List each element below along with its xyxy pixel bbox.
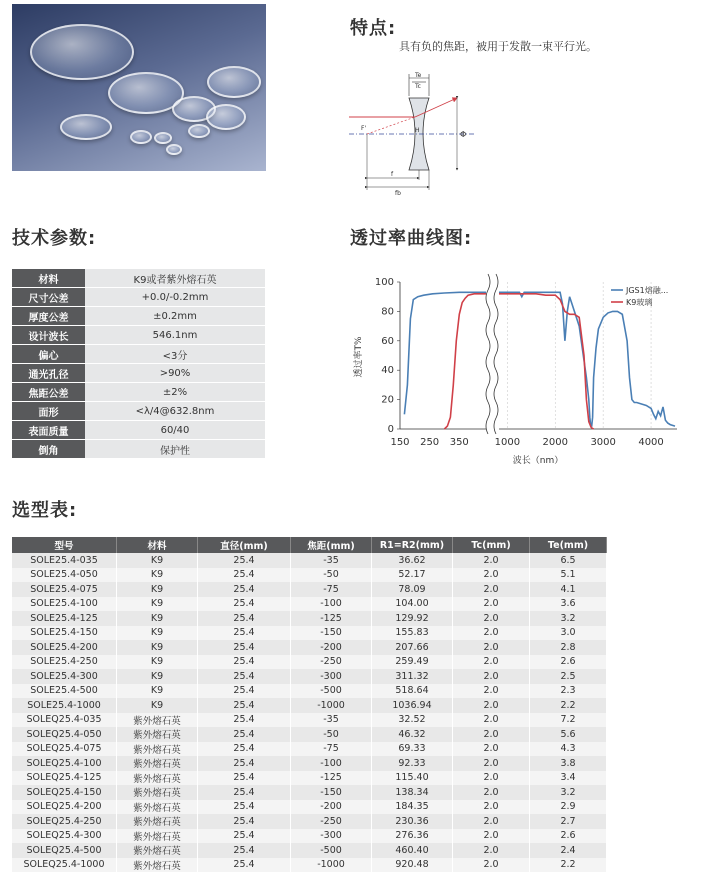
- table-cell: 4.3: [530, 742, 607, 757]
- table-cell: 129.92: [372, 611, 453, 626]
- table-row: [12, 553, 607, 568]
- table-cell: K9: [117, 640, 198, 655]
- spec-value: 60/40: [85, 421, 265, 439]
- table-cell: -50: [291, 727, 372, 742]
- lens-image: [60, 114, 112, 140]
- table-row: [12, 742, 607, 757]
- series-line-0: [404, 292, 675, 426]
- table-row: [12, 582, 607, 597]
- lens-image: [130, 130, 152, 144]
- table-cell: 25.4: [198, 626, 291, 641]
- table-cell: -250: [291, 814, 372, 829]
- spec-row: [12, 269, 265, 287]
- selection-title: 选型表:: [12, 500, 78, 521]
- table-cell: 紫外熔石英: [117, 756, 198, 771]
- table-cell: 2.0: [453, 843, 530, 858]
- table-cell: -200: [291, 800, 372, 815]
- table-row: [12, 684, 607, 699]
- legend-label: JGS1熔融...: [626, 286, 669, 295]
- spec-value: 保护性: [85, 440, 265, 458]
- table-cell: 2.2: [530, 858, 607, 873]
- table-cell: 2.0: [453, 829, 530, 844]
- table-cell: SOLE25.4-1000: [12, 698, 117, 713]
- spec-key: 设计波长: [12, 326, 85, 344]
- table-row: [12, 640, 607, 655]
- table-cell: SOLEQ25.4-075: [12, 742, 117, 757]
- table-cell: -75: [291, 742, 372, 757]
- table-cell: 4.1: [530, 582, 607, 597]
- spec-row: [12, 364, 265, 382]
- h-label: H: [415, 127, 420, 134]
- table-cell: 3.8: [530, 756, 607, 771]
- transmission-chart: [345, 270, 690, 470]
- table-cell: -500: [291, 843, 372, 858]
- table-row: [12, 858, 607, 873]
- y-tick-label: 20: [381, 394, 394, 406]
- table-cell: 2.6: [530, 829, 607, 844]
- table-cell: SOLEQ25.4-1000: [12, 858, 117, 873]
- table-cell: SOLE25.4-050: [12, 568, 117, 583]
- table-cell: 2.0: [453, 669, 530, 684]
- table-cell: SOLE25.4-035: [12, 553, 117, 568]
- table-row: [12, 814, 607, 829]
- column-header: Te(mm): [530, 537, 607, 553]
- spec-value: >90%: [85, 364, 265, 382]
- table-cell: -200: [291, 640, 372, 655]
- table-cell: SOLE25.4-100: [12, 597, 117, 612]
- table-cell: 25.4: [198, 568, 291, 583]
- spec-row: [12, 421, 265, 439]
- table-cell: SOLE25.4-250: [12, 655, 117, 670]
- spec-key: 厚度公差: [12, 307, 85, 325]
- table-row: [12, 597, 607, 612]
- table-cell: 25.4: [198, 553, 291, 568]
- table-cell: 311.32: [372, 669, 453, 684]
- table-row: [12, 756, 607, 771]
- table-cell: 25.4: [198, 843, 291, 858]
- spec-value: +0.0/-0.2mm: [85, 288, 265, 306]
- spec-table: [12, 268, 265, 459]
- table-cell: SOLEQ25.4-300: [12, 829, 117, 844]
- lens-image: [30, 24, 134, 80]
- table-cell: 78.09: [372, 582, 453, 597]
- table-cell: 紫外熔石英: [117, 713, 198, 728]
- table-cell: SOLEQ25.4-125: [12, 771, 117, 786]
- table-cell: 紫外熔石英: [117, 829, 198, 844]
- spec-key: 表面质量: [12, 421, 85, 439]
- table-cell: 25.4: [198, 611, 291, 626]
- table-cell: 2.7: [530, 814, 607, 829]
- spec-key: 通光孔径: [12, 364, 85, 382]
- table-cell: 138.34: [372, 785, 453, 800]
- table-cell: 1036.94: [372, 698, 453, 713]
- spec-value: 546.1nm: [85, 326, 265, 344]
- lens-image: [206, 104, 246, 130]
- table-cell: 3.2: [530, 785, 607, 800]
- spec-key: 尺寸公差: [12, 288, 85, 306]
- spec-value: K9或者紫外熔石英: [85, 269, 265, 287]
- spec-value: <λ/4@632.8nm: [85, 402, 265, 420]
- spec-value: ±2%: [85, 383, 265, 401]
- spec-row: [12, 307, 265, 325]
- lens-image: [207, 66, 261, 98]
- y-tick-label: 40: [381, 365, 394, 377]
- table-cell: -125: [291, 611, 372, 626]
- table-cell: 紫外熔石英: [117, 843, 198, 858]
- table-cell: 2.0: [453, 727, 530, 742]
- spec-row: [12, 402, 265, 420]
- tc-label: Tc: [415, 83, 421, 90]
- table-cell: 紫外熔石英: [117, 742, 198, 757]
- table-cell: 3.0: [530, 626, 607, 641]
- table-cell: 紫外熔石英: [117, 858, 198, 873]
- table-cell: 紫外熔石英: [117, 785, 198, 800]
- x-axis-label: 波长（nm）: [512, 456, 564, 466]
- lens-image: [154, 132, 172, 144]
- table-cell: K9: [117, 669, 198, 684]
- spec-value: ±0.2mm: [85, 307, 265, 325]
- table-cell: SOLEQ25.4-035: [12, 713, 117, 728]
- table-cell: 230.36: [372, 814, 453, 829]
- table-cell: 52.17: [372, 568, 453, 583]
- series-line-1: [444, 294, 593, 429]
- curve-title: 透过率曲线图:: [350, 228, 473, 249]
- table-cell: 155.83: [372, 626, 453, 641]
- table-cell: 25.4: [198, 597, 291, 612]
- table-cell: 紫外熔石英: [117, 814, 198, 829]
- table-cell: 2.5: [530, 669, 607, 684]
- x-tick-label: 4000: [638, 437, 664, 448]
- table-cell: 25.4: [198, 785, 291, 800]
- table-cell: 紫外熔石英: [117, 727, 198, 742]
- table-cell: 25.4: [198, 713, 291, 728]
- table-cell: 2.4: [530, 843, 607, 858]
- spec-row: [12, 345, 265, 363]
- table-cell: K9: [117, 611, 198, 626]
- table-row: [12, 771, 607, 786]
- table-cell: 2.0: [453, 756, 530, 771]
- table-cell: K9: [117, 582, 198, 597]
- table-cell: 5.1: [530, 568, 607, 583]
- table-cell: -300: [291, 829, 372, 844]
- table-row: [12, 713, 607, 728]
- table-cell: 2.0: [453, 684, 530, 699]
- tech-title: 技术参数:: [12, 228, 97, 249]
- table-row: [12, 655, 607, 670]
- table-cell: K9: [117, 597, 198, 612]
- table-row: [12, 626, 607, 641]
- spec-key: 倒角: [12, 440, 85, 458]
- table-cell: -300: [291, 669, 372, 684]
- features-title: 特点:: [350, 18, 397, 39]
- table-cell: 259.49: [372, 655, 453, 670]
- table-cell: SOLEQ25.4-200: [12, 800, 117, 815]
- column-header: 直径(mm): [198, 537, 291, 553]
- x-tick-label: 150: [390, 437, 410, 448]
- table-cell: -50: [291, 568, 372, 583]
- table-row: [12, 698, 607, 713]
- table-cell: SOLE25.4-200: [12, 640, 117, 655]
- table-cell: SOLE25.4-125: [12, 611, 117, 626]
- y-tick-label: 60: [381, 335, 394, 347]
- table-cell: 69.33: [372, 742, 453, 757]
- table-cell: 2.0: [453, 626, 530, 641]
- lens-diagram: [345, 68, 480, 196]
- table-cell: 2.0: [453, 858, 530, 873]
- table-cell: 104.00: [372, 597, 453, 612]
- table-cell: -500: [291, 684, 372, 699]
- table-cell: -125: [291, 771, 372, 786]
- table-cell: -150: [291, 785, 372, 800]
- features-description: 具有负的焦距，被用于发散一束平行光。: [399, 40, 597, 53]
- table-cell: 460.40: [372, 843, 453, 858]
- table-cell: 25.4: [198, 727, 291, 742]
- table-row: [12, 611, 607, 626]
- table-cell: -1000: [291, 858, 372, 873]
- f-prime-label: F': [361, 125, 367, 132]
- x-tick-label: 3000: [590, 437, 616, 448]
- lens-image: [188, 124, 210, 138]
- phi-label: Φ: [460, 130, 467, 139]
- column-header: Tc(mm): [453, 537, 530, 553]
- spec-key: 焦距公差: [12, 383, 85, 401]
- table-cell: 25.4: [198, 684, 291, 699]
- table-cell: SOLEQ25.4-100: [12, 756, 117, 771]
- table-cell: 518.64: [372, 684, 453, 699]
- table-cell: 25.4: [198, 800, 291, 815]
- table-cell: SOLEQ25.4-050: [12, 727, 117, 742]
- table-row: [12, 843, 607, 858]
- table-cell: 2.2: [530, 698, 607, 713]
- table-row: [12, 829, 607, 844]
- table-cell: K9: [117, 626, 198, 641]
- table-cell: 25.4: [198, 698, 291, 713]
- table-cell: SOLEQ25.4-250: [12, 814, 117, 829]
- table-cell: 2.0: [453, 582, 530, 597]
- table-cell: SOLE25.4-075: [12, 582, 117, 597]
- table-cell: SOLE25.4-150: [12, 626, 117, 641]
- table-cell: 2.0: [453, 742, 530, 757]
- x-tick-label: 2000: [542, 437, 569, 448]
- table-cell: SOLE25.4-300: [12, 669, 117, 684]
- table-cell: -100: [291, 597, 372, 612]
- table-cell: 6.5: [530, 553, 607, 568]
- lens-image: [166, 144, 182, 155]
- table-cell: 2.9: [530, 800, 607, 815]
- table-cell: 46.32: [372, 727, 453, 742]
- table-cell: 2.0: [453, 611, 530, 626]
- table-cell: -75: [291, 582, 372, 597]
- table-cell: 36.62: [372, 553, 453, 568]
- table-cell: SOLEQ25.4-500: [12, 843, 117, 858]
- table-cell: 2.0: [453, 800, 530, 815]
- table-cell: 5.6: [530, 727, 607, 742]
- table-cell: 2.0: [453, 655, 530, 670]
- table-cell: 紫外熔石英: [117, 800, 198, 815]
- column-header: 焦距(mm): [291, 537, 372, 553]
- table-cell: 2.3: [530, 684, 607, 699]
- y-axis-label: 透过率T%: [354, 336, 364, 378]
- table-cell: 3.2: [530, 611, 607, 626]
- spec-row: [12, 326, 265, 344]
- legend-label: K9玻璃: [626, 298, 653, 307]
- table-cell: SOLEQ25.4-150: [12, 785, 117, 800]
- table-cell: -1000: [291, 698, 372, 713]
- table-cell: 25.4: [198, 582, 291, 597]
- f-label: f: [391, 171, 394, 178]
- column-header: 材料: [117, 537, 198, 553]
- te-label: Te: [415, 72, 422, 79]
- table-cell: 2.0: [453, 814, 530, 829]
- selection-table: [12, 537, 607, 872]
- spec-row: [12, 288, 265, 306]
- table-cell: 2.0: [453, 640, 530, 655]
- y-tick-label: 80: [381, 306, 394, 318]
- table-cell: 7.2: [530, 713, 607, 728]
- column-header: 型号: [12, 537, 117, 553]
- table-cell: K9: [117, 698, 198, 713]
- table-row: [12, 669, 607, 684]
- spec-key: 偏心: [12, 345, 85, 363]
- table-cell: 25.4: [198, 756, 291, 771]
- spec-key: 面形: [12, 402, 85, 420]
- table-cell: 184.35: [372, 800, 453, 815]
- table-cell: -250: [291, 655, 372, 670]
- spec-row: [12, 440, 265, 458]
- table-cell: 2.0: [453, 713, 530, 728]
- table-cell: K9: [117, 655, 198, 670]
- spec-row: [12, 383, 265, 401]
- table-cell: 2.6: [530, 655, 607, 670]
- table-cell: K9: [117, 684, 198, 699]
- table-cell: 32.52: [372, 713, 453, 728]
- table-cell: 2.0: [453, 568, 530, 583]
- table-cell: 25.4: [198, 858, 291, 873]
- x-tick-label: 1000: [494, 437, 521, 448]
- table-cell: 25.4: [198, 771, 291, 786]
- table-cell: 276.36: [372, 829, 453, 844]
- x-tick-label: 350: [449, 437, 469, 448]
- x-tick-label: 250: [420, 437, 440, 448]
- y-tick-label: 100: [374, 277, 394, 288]
- table-cell: 25.4: [198, 669, 291, 684]
- table-cell: SOLE25.4-500: [12, 684, 117, 699]
- table-cell: K9: [117, 568, 198, 583]
- table-cell: 2.8: [530, 640, 607, 655]
- y-tick-label: 0: [387, 424, 394, 435]
- table-cell: 3.6: [530, 597, 607, 612]
- table-cell: 25.4: [198, 814, 291, 829]
- table-cell: 920.48: [372, 858, 453, 873]
- table-cell: 2.0: [453, 597, 530, 612]
- table-row: [12, 785, 607, 800]
- table-cell: 92.33: [372, 756, 453, 771]
- table-cell: -100: [291, 756, 372, 771]
- table-cell: 25.4: [198, 655, 291, 670]
- table-cell: 115.40: [372, 771, 453, 786]
- table-cell: 2.0: [453, 698, 530, 713]
- table-cell: 紫外熔石英: [117, 771, 198, 786]
- table-cell: 207.66: [372, 640, 453, 655]
- product-photo: [12, 4, 266, 171]
- table-cell: K9: [117, 553, 198, 568]
- table-cell: 25.4: [198, 829, 291, 844]
- fb-label: fb: [395, 190, 401, 196]
- table-row: [12, 568, 607, 583]
- table-row: [12, 800, 607, 815]
- table-cell: -150: [291, 626, 372, 641]
- table-cell: 25.4: [198, 742, 291, 757]
- table-cell: -35: [291, 553, 372, 568]
- column-header: R1=R2(mm): [372, 537, 453, 553]
- table-cell: -35: [291, 713, 372, 728]
- table-cell: 25.4: [198, 640, 291, 655]
- spec-key: 材料: [12, 269, 85, 287]
- table-cell: 3.4: [530, 771, 607, 786]
- spec-value: <3分: [85, 345, 265, 363]
- table-row: [12, 727, 607, 742]
- table-cell: 2.0: [453, 771, 530, 786]
- table-cell: 2.0: [453, 785, 530, 800]
- table-cell: 2.0: [453, 553, 530, 568]
